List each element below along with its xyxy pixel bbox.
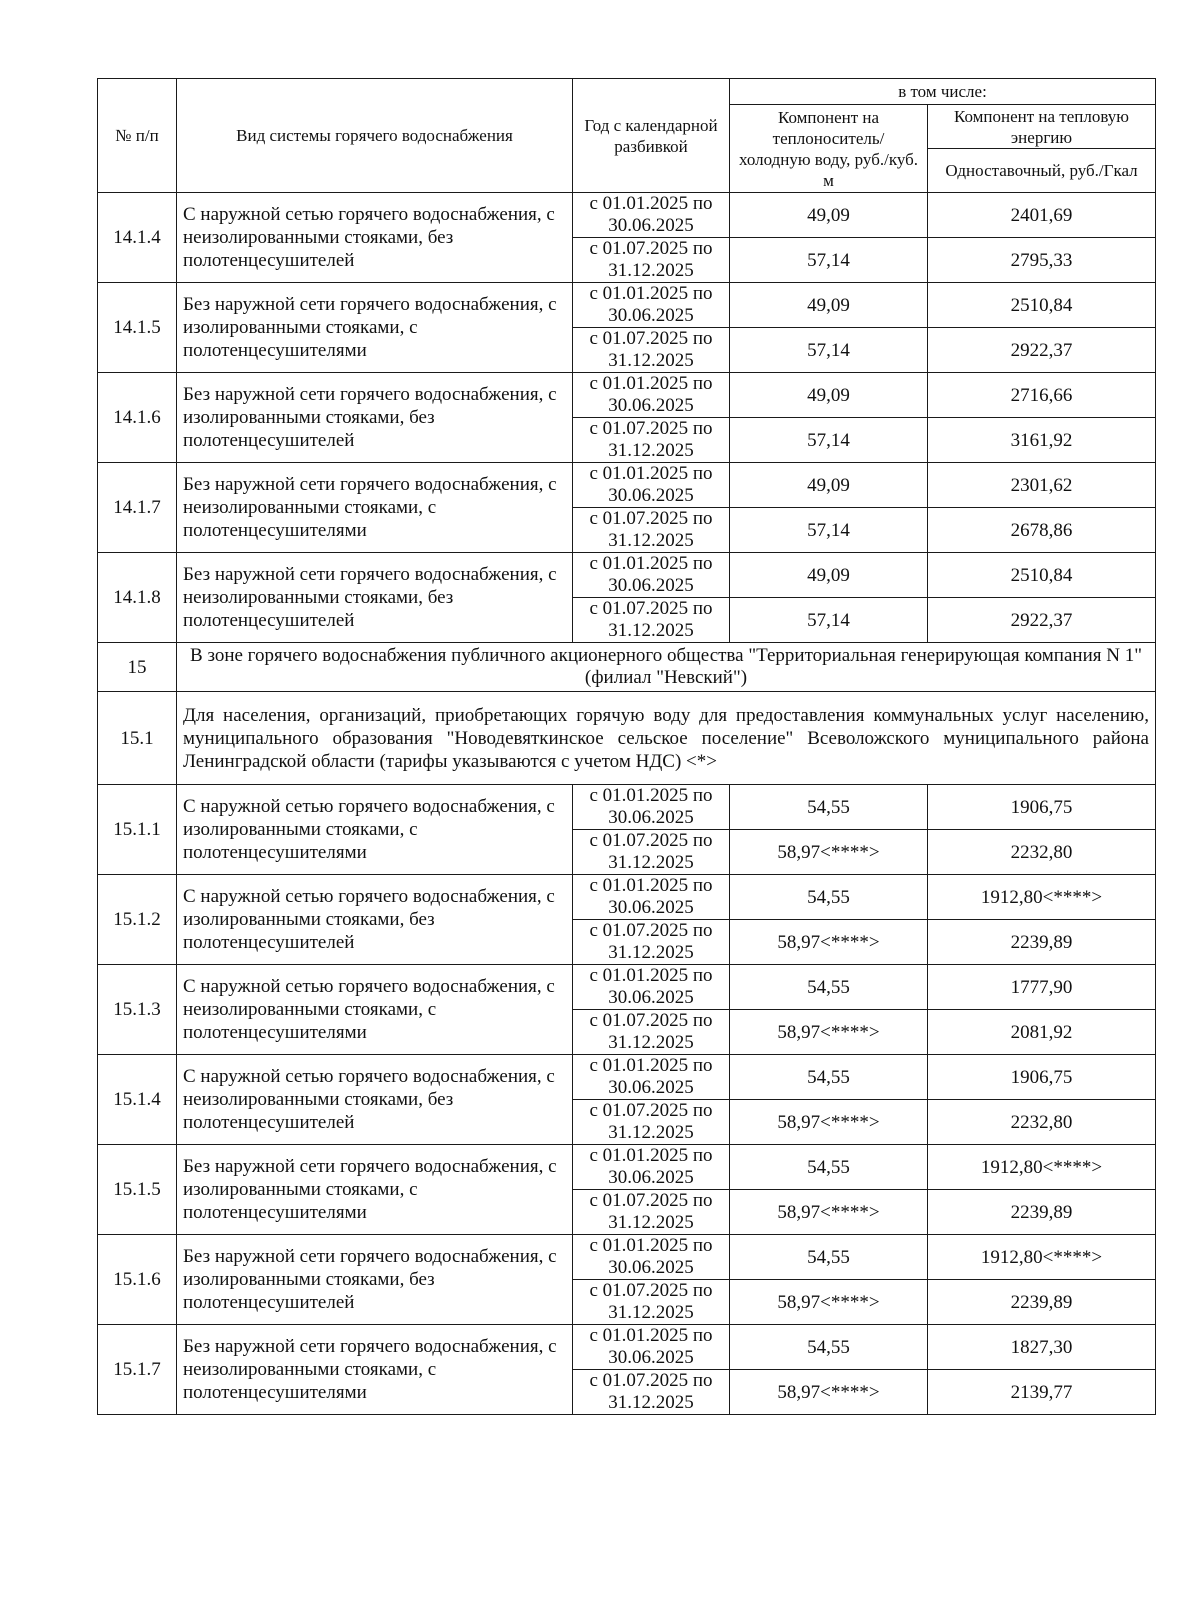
system-description: Без наружной сети горячего водоснабжения, с изолированными стояками, с полотенцесушителями [177,283,573,373]
energy-value: 2401,69 [928,193,1156,238]
table-row [98,965,1156,1010]
energy-value: 2795,33 [928,238,1156,283]
row-number: 15.1.1 [98,785,177,875]
tariff-table [97,78,1156,1415]
system-description: Без наружной сети горячего водоснабжения, с неизолированными стояками, с полотенцесушителями [177,463,573,553]
period-cell: с 01.07.2025 по 31.12.2025 [573,238,730,283]
table-row [98,1145,1156,1190]
system-description: С наружной сетью горячего водоснабжения, с изолированными стояками, без полотенцесушителей [177,875,573,965]
table-body-15 [98,785,1156,1415]
period-cell: с 01.07.2025 по 31.12.2025 [573,1100,730,1145]
period-cell: с 01.07.2025 по 31.12.2025 [573,508,730,553]
section-15 [98,643,1156,785]
carrier-value: 54,55 [730,875,928,920]
carrier-value: 58,97<****> [730,1010,928,1055]
energy-value: 3161,92 [928,418,1156,463]
subsection-number: 15.1 [98,692,177,785]
system-description: С наружной сетью горячего водоснабжения, с неизолированными стояками, без полотенцесушителей [177,1055,573,1145]
carrier-value: 54,55 [730,965,928,1010]
table-row [98,193,1156,238]
header-col-carrier: Компонент на теплоноситель/ холодную воду, руб./куб. м [730,105,928,193]
carrier-value: 54,55 [730,1235,928,1280]
energy-value: 1912,80<****> [928,1235,1156,1280]
header-col-num: № п/п [98,79,177,193]
row-number: 15.1.6 [98,1235,177,1325]
header-col-year: Год с календарной разбивкой [573,79,730,193]
subsection-15-1-row [98,692,1156,785]
period-cell: с 01.01.2025 по 30.06.2025 [573,875,730,920]
section-title: В зоне горячего водоснабжения публичного акционерного общества "Территориальная генерирующая компания N 1" (филиал "Невский") [177,643,1156,692]
energy-value: 1912,80<****> [928,1145,1156,1190]
energy-value: 2301,62 [928,463,1156,508]
period-cell: с 01.07.2025 по 31.12.2025 [573,830,730,875]
period-cell: с 01.01.2025 по 30.06.2025 [573,553,730,598]
carrier-value: 49,09 [730,463,928,508]
table-row [98,1055,1156,1100]
header-col-including: в том числе: [730,79,1156,105]
period-cell: с 01.01.2025 по 30.06.2025 [573,965,730,1010]
period-cell: с 01.07.2025 по 31.12.2025 [573,1280,730,1325]
carrier-value: 58,97<****> [730,1280,928,1325]
period-cell: с 01.07.2025 по 31.12.2025 [573,920,730,965]
table-row [98,373,1156,418]
period-cell: с 01.07.2025 по 31.12.2025 [573,1370,730,1415]
carrier-value: 54,55 [730,1145,928,1190]
table-header [98,79,1156,193]
energy-value: 1777,90 [928,965,1156,1010]
energy-value: 1906,75 [928,1055,1156,1100]
carrier-value: 54,55 [730,785,928,830]
period-cell: с 01.01.2025 по 30.06.2025 [573,1145,730,1190]
energy-value: 2239,89 [928,920,1156,965]
section-number: 15 [98,643,177,692]
carrier-value: 58,97<****> [730,1190,928,1235]
row-number: 15.1.4 [98,1055,177,1145]
system-description: С наружной сетью горячего водоснабжения, с неизолированными стояками, с полотенцесушителями [177,965,573,1055]
period-cell: с 01.01.2025 по 30.06.2025 [573,373,730,418]
carrier-value: 57,14 [730,328,928,373]
row-number: 14.1.4 [98,193,177,283]
energy-value: 2922,37 [928,328,1156,373]
carrier-value: 57,14 [730,418,928,463]
period-cell: с 01.01.2025 по 30.06.2025 [573,283,730,328]
table-row [98,1325,1156,1370]
header-col-energy-sub: Одноставочный, руб./Гкал [928,149,1156,193]
energy-value: 1912,80<****> [928,875,1156,920]
system-description: Без наружной сети горячего водоснабжения, с изолированными стояками, с полотенцесушителями [177,1145,573,1235]
carrier-value: 49,09 [730,553,928,598]
period-cell: с 01.01.2025 по 30.06.2025 [573,1235,730,1280]
carrier-value: 57,14 [730,508,928,553]
period-cell: с 01.01.2025 по 30.06.2025 [573,193,730,238]
period-cell: с 01.07.2025 по 31.12.2025 [573,328,730,373]
system-description: Без наружной сети горячего водоснабжения, с неизолированными стояками, без полотенцесушителей [177,553,573,643]
subsection-title: Для населения, организаций, приобретающих горячую воду для предоставления коммунальных услуг населению, муниципального образования "Новодевяткинское сельское поселение" Всеволожского муниципального района Ленинградской области (тарифы указываются с учетом НДС) <*> [177,692,1156,785]
section-15-row [98,643,1156,692]
row-number: 14.1.6 [98,373,177,463]
carrier-value: 49,09 [730,193,928,238]
period-cell: с 01.01.2025 по 30.06.2025 [573,785,730,830]
table-body-14 [98,193,1156,643]
energy-value: 2716,66 [928,373,1156,418]
period-cell: с 01.01.2025 по 30.06.2025 [573,1325,730,1370]
energy-value: 2922,37 [928,598,1156,643]
energy-value: 2678,86 [928,508,1156,553]
energy-value: 2239,89 [928,1190,1156,1235]
row-number: 15.1.2 [98,875,177,965]
energy-value: 2510,84 [928,553,1156,598]
row-number: 14.1.5 [98,283,177,373]
period-cell: с 01.07.2025 по 31.12.2025 [573,1190,730,1235]
period-cell: с 01.07.2025 по 31.12.2025 [573,598,730,643]
energy-value: 1906,75 [928,785,1156,830]
row-number: 15.1.5 [98,1145,177,1235]
carrier-value: 49,09 [730,373,928,418]
energy-value: 2510,84 [928,283,1156,328]
table-row [98,553,1156,598]
carrier-value: 49,09 [730,283,928,328]
period-cell: с 01.07.2025 по 31.12.2025 [573,418,730,463]
system-description: Без наружной сети горячего водоснабжения, с изолированными стояками, без полотенцесушителей [177,373,573,463]
carrier-value: 58,97<****> [730,1370,928,1415]
row-number: 15.1.3 [98,965,177,1055]
carrier-value: 58,97<****> [730,1100,928,1145]
energy-value: 2232,80 [928,830,1156,875]
table-row [98,875,1156,920]
carrier-value: 57,14 [730,238,928,283]
carrier-value: 58,97<****> [730,920,928,965]
row-number: 14.1.8 [98,553,177,643]
system-description: С наружной сетью горячего водоснабжения, с изолированными стояками, с полотенцесушителями [177,785,573,875]
carrier-value: 54,55 [730,1325,928,1370]
row-number: 15.1.7 [98,1325,177,1415]
header-col-energy: Компонент на тепловую энергию [928,105,1156,149]
carrier-value: 58,97<****> [730,830,928,875]
table-row [98,1235,1156,1280]
table-row [98,283,1156,328]
system-description: С наружной сетью горячего водоснабжения, с неизолированными стояками, без полотенцесушителей [177,193,573,283]
table-row [98,463,1156,508]
system-description: Без наружной сети горячего водоснабжения, с изолированными стояками, без полотенцесушителей [177,1235,573,1325]
system-description: Без наружной сети горячего водоснабжения, с неизолированными стояками, с полотенцесушителями [177,1325,573,1415]
energy-value: 1827,30 [928,1325,1156,1370]
table-row [98,785,1156,830]
period-cell: с 01.07.2025 по 31.12.2025 [573,1010,730,1055]
energy-value: 2232,80 [928,1100,1156,1145]
period-cell: с 01.01.2025 по 30.06.2025 [573,463,730,508]
header-col-system: Вид системы горячего водоснабжения [177,79,573,193]
period-cell: с 01.01.2025 по 30.06.2025 [573,1055,730,1100]
carrier-value: 57,14 [730,598,928,643]
row-number: 14.1.7 [98,463,177,553]
energy-value: 2081,92 [928,1010,1156,1055]
energy-value: 2239,89 [928,1280,1156,1325]
carrier-value: 54,55 [730,1055,928,1100]
energy-value: 2139,77 [928,1370,1156,1415]
